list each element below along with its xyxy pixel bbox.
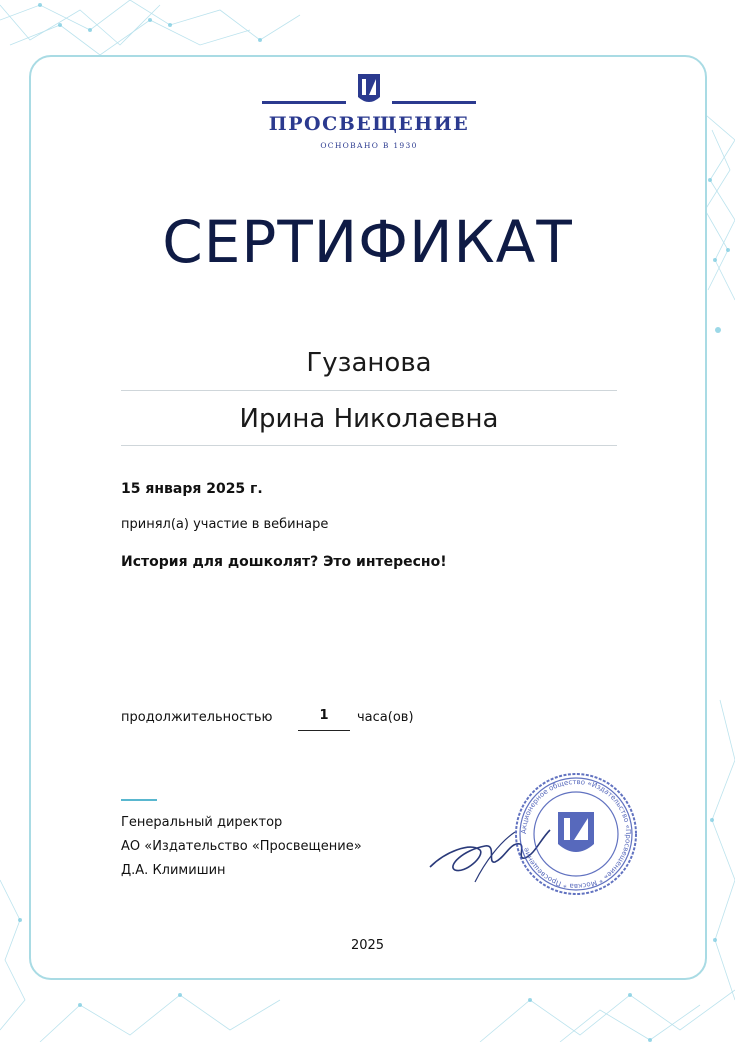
duration-unit: часа(ов) <box>357 710 414 725</box>
publisher-logo <box>262 73 476 155</box>
duration-label: продолжительностью <box>121 710 273 725</box>
webinar-title: История для дошколят? Это интересно! <box>121 554 447 570</box>
logo-tagline: ОСНОВАНО В 1930 <box>320 141 418 150</box>
signatory-name: Д.А. Климишин <box>121 863 226 878</box>
event-date: 15 января 2025 г. <box>121 481 263 497</box>
recipient-given-names: Ирина Николаевна <box>239 404 499 434</box>
logo-left-bar <box>262 101 346 104</box>
stamp-text: Акционерное общество «Издательство «Просвещение» * Москва * Просвещение <box>519 777 633 891</box>
certificate-year: 2025 <box>350 938 385 953</box>
signatory-position: Генеральный директор <box>121 815 283 830</box>
logo-emblem-icon <box>357 73 381 107</box>
recipient-surname: Гузанова <box>306 348 432 378</box>
name-divider-2 <box>121 445 617 446</box>
logo-wordmark: ПРОСВЕЩЕНИЕ <box>268 113 470 135</box>
logo-right-bar <box>392 101 476 104</box>
signatory-organization: АО «Издательство «Просвещение» <box>121 839 362 854</box>
name-divider-1 <box>121 390 617 391</box>
official-stamp <box>514 772 638 896</box>
duration-value: 1 <box>298 708 350 731</box>
participation-text: принял(а) участие в вебинаре <box>121 517 329 532</box>
signatory-accent-line <box>121 799 157 801</box>
certificate-title: СЕРТИФИКАТ <box>162 208 573 276</box>
